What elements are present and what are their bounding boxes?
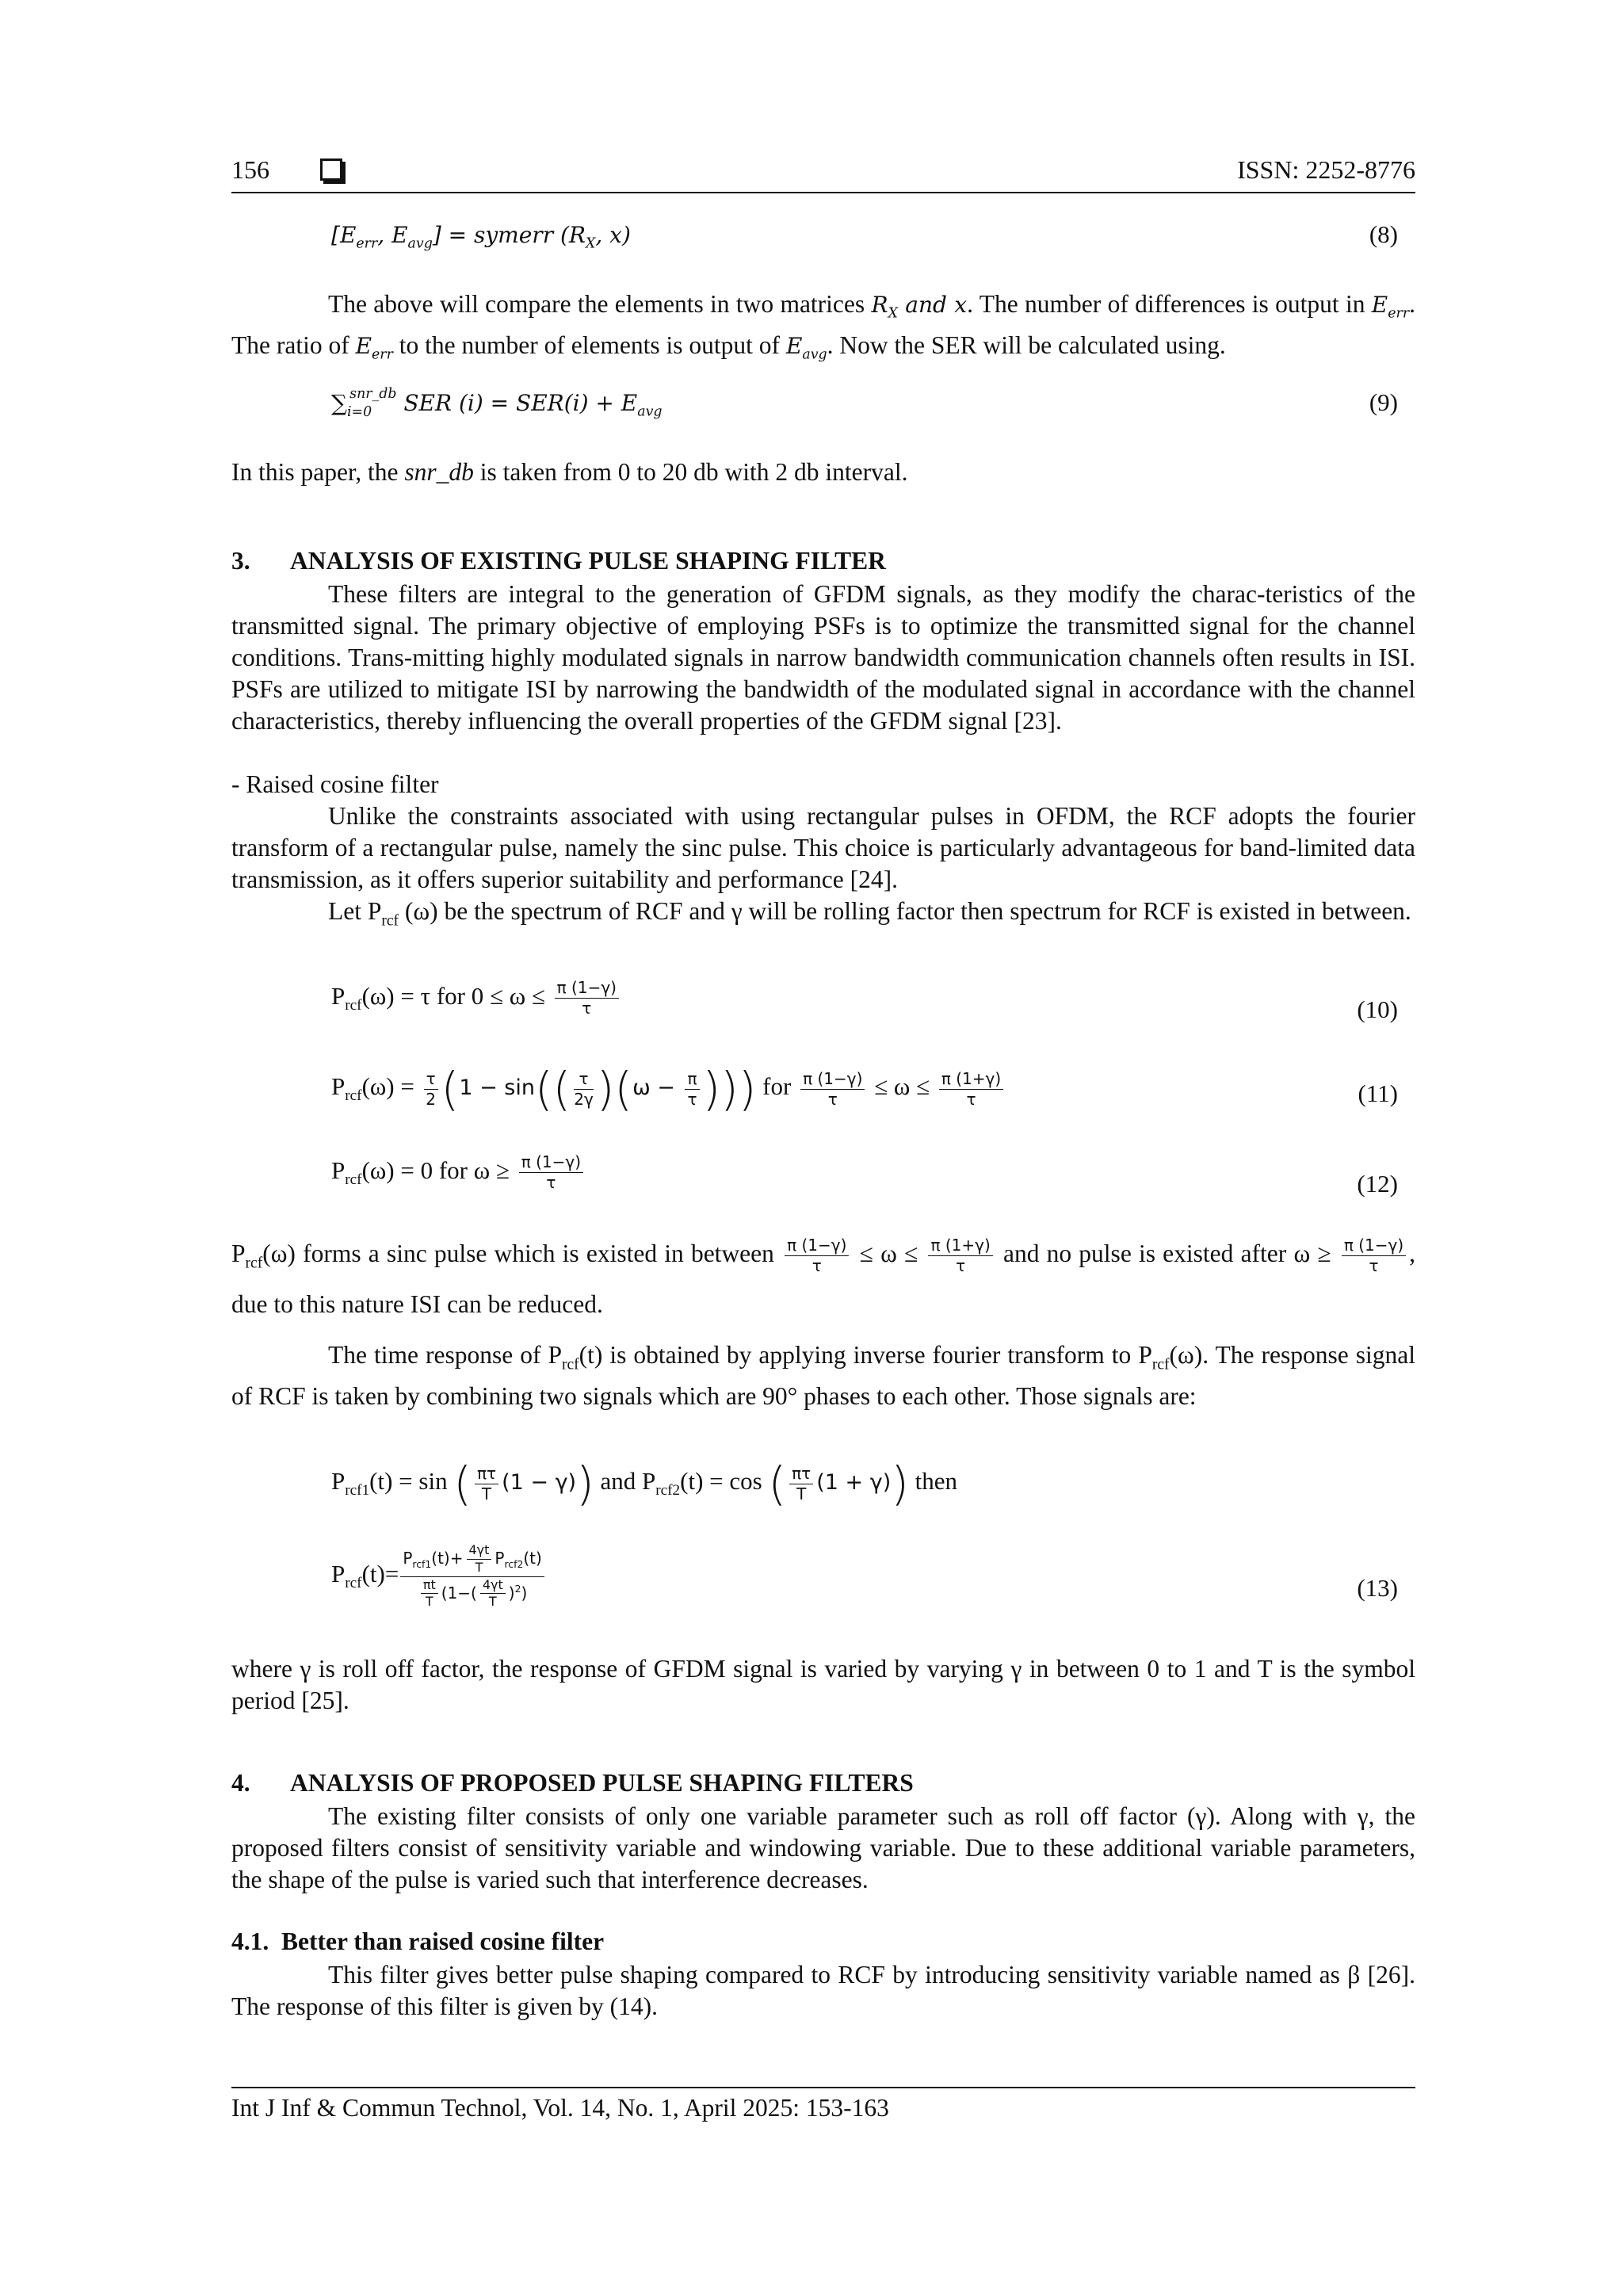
section-4-1-heading: 4.1. Better than raised cosine filter xyxy=(231,1927,605,1955)
equation-10 xyxy=(331,978,1415,1023)
bullet-raised-cosine: - Raised cosine filter xyxy=(231,770,439,798)
paragraph-compare: The above will compare the elements in two matrices $R_X$ and x. The number of differences is output in $E_{err}$. The ratio of $E_{err}$ to the number of elements is output of $E_{avg}$. Now the SER will be calculated using. xyxy=(231,290,1415,363)
equation-8 xyxy=(331,220,1415,252)
issn-label: ISSN: 2252-8776 xyxy=(1237,155,1415,184)
equation-9 xyxy=(331,385,1415,420)
equation-10-body: $P_{rcf}(\omega) = \tau$ for 0 ≤ ω ≤ $\frac{\pi (1-\gamma)}{\tau}$ xyxy=(331,982,622,1010)
paragraph-section-3: These filters are integral to the generation of GFDM signals, as they modify the charac-teristics of the transmitted signal. The primary objective of employing PSFs is to optimize the transmitted signal for the channel conditions. Trans-mitting highly modulated signals in narrow bandwidth communication channels often results in ISI. PSFs are utilized to mitigate ISI by narrowing the bandwidth of the modulated signal in accordance with the channel characteristics, thereby influencing the overall properties of the GFDM signal [23]. xyxy=(231,580,1415,735)
equation-prcf1-prcf2 xyxy=(331,1457,1415,1511)
paragraph-sinc: $P_{rcf}(\omega)$ forms a sinc pulse which is existed in between $\frac{\pi (1-\gamma)}{\tau}$ ≤ ω ≤ $\frac{\pi (1+\gamma)}{\tau}$ and no pulse is existed after ω ≥ $\frac{\pi (1-\gamma)}{\tau}$ , due to this nature ISI can be reduced. xyxy=(231,1236,1416,1319)
equation-prcf1-prcf2-body: $P_{rcf1}(t) = \sin$ ( $\frac{\pi\tau}{T}$ (1 − γ)) and $P_{rcf2}(t) = \cos$ ( $\frac{\pi\tau}{T}$ (1 + γ)) then xyxy=(331,1457,957,1511)
footer-rule xyxy=(231,2087,1415,2088)
paragraph-time-response: The time response of $P_{rcf}(t)$ is obtained by applying inverse fourier transform to $P_{rcf}(\omega)$. The response signal of RCF is taken by combining two signals which are 90° phases to each other. Those signals are: xyxy=(231,1341,1415,1411)
journal-footer: Int J Inf & Commun Technol, Vol. 14, No. 1, April 2025: 153-163 xyxy=(231,2094,889,2122)
equation-9-body: $\sum_{i=0}^{snr\_db}$ SER $(i) = SER(i) + E_{avg}$ xyxy=(331,385,663,420)
equation-10-number: (10) xyxy=(1357,995,1398,1023)
equation-11-number: (11) xyxy=(1358,1079,1398,1107)
running-header xyxy=(231,155,1415,195)
equation-8-body: [$E_{err}$, $E_{avg}$] = symerr ($R_X$, x) xyxy=(331,222,631,252)
equation-12-body: $P_{rcf}(\omega) = 0$ for ω ≥ $\frac{\pi (1-\gamma)}{\tau}$ xyxy=(331,1156,586,1184)
section-4-heading: 4. ANALYSIS OF PROPOSED PULSE SHAPING FILTERS xyxy=(231,1769,914,1797)
equation-9-number: (9) xyxy=(1369,388,1398,416)
paragraph-section-4-1: This filter gives better pulse shaping compared to RCF by introducing sensitivity variable named as β [26]. The response of this filter is given by (14). xyxy=(231,1961,1415,2020)
header-rule xyxy=(231,192,1415,193)
equation-11 xyxy=(331,1062,1415,1116)
page-number: 156 xyxy=(231,155,269,184)
paragraph-rcf-1: Unlike the constraints associated with using rectangular pulses in OFDM, the RCF adopts the fourier transform of a rectangular pulse, namely the sinc pulse. This choice is particularly advantageous for band-limited data transmission, as it offers superior suitability and performance [24]. xyxy=(231,802,1415,893)
square-bullet-icon xyxy=(320,159,342,181)
equation-13 xyxy=(331,1544,1415,1609)
equation-12-number: (12) xyxy=(1357,1170,1398,1198)
section-3-heading: 3. ANALYSIS OF EXISTING PULSE SHAPING FILTER xyxy=(231,547,886,575)
equation-12 xyxy=(331,1152,1415,1198)
equation-8-number: (8) xyxy=(1369,220,1398,248)
equation-13-number: (13) xyxy=(1357,1574,1398,1602)
equation-13-body: $P_{rcf}(t)=$ $P_{rcf1}(t)+$ $\frac{4\gamma t}{T}$ $P_{rcf2}(t)$ $\frac{\pi t}{T}$ (1−( $\frac{4\gamma t}{T}$ )$^2$) xyxy=(331,1560,548,1587)
paragraph-section-4: The existing filter consists of only one variable parameter such as roll off factor (γ). Along with γ, the proposed filters consist of sensitivity variable and windowing variable. Due to these additional variable parameters, the shape of the pulse is varied such that interference decreases. xyxy=(231,1802,1415,1893)
paragraph-roll-off: where γ is roll off factor, the response of GFDM signal is varied by varying γ in between 0 to 1 and T is the symbol period [25]. xyxy=(231,1655,1415,1714)
paragraph-rcf-2: Let $P_{rcf}$ (ω) be the spectrum of RCF and γ will be rolling factor then spectrum for RCF is existed in between. xyxy=(328,897,1411,930)
paragraph-snr: In this paper, the snr_db is taken from 0 to 20 db with 2 db interval. xyxy=(231,458,908,486)
equation-11-body: $P_{rcf}(\omega)$ = $\frac{\tau}{2}$ (1 − sin(( $\frac{\tau}{2\gamma}$ )(ω − $\frac{\pi}{\tau}$ ))) for $\frac{\pi (1-\gamma)}{\tau}$ ≤ ω ≤ $\frac{\pi (1+\gamma)}{\tau}$ xyxy=(331,1072,1006,1100)
